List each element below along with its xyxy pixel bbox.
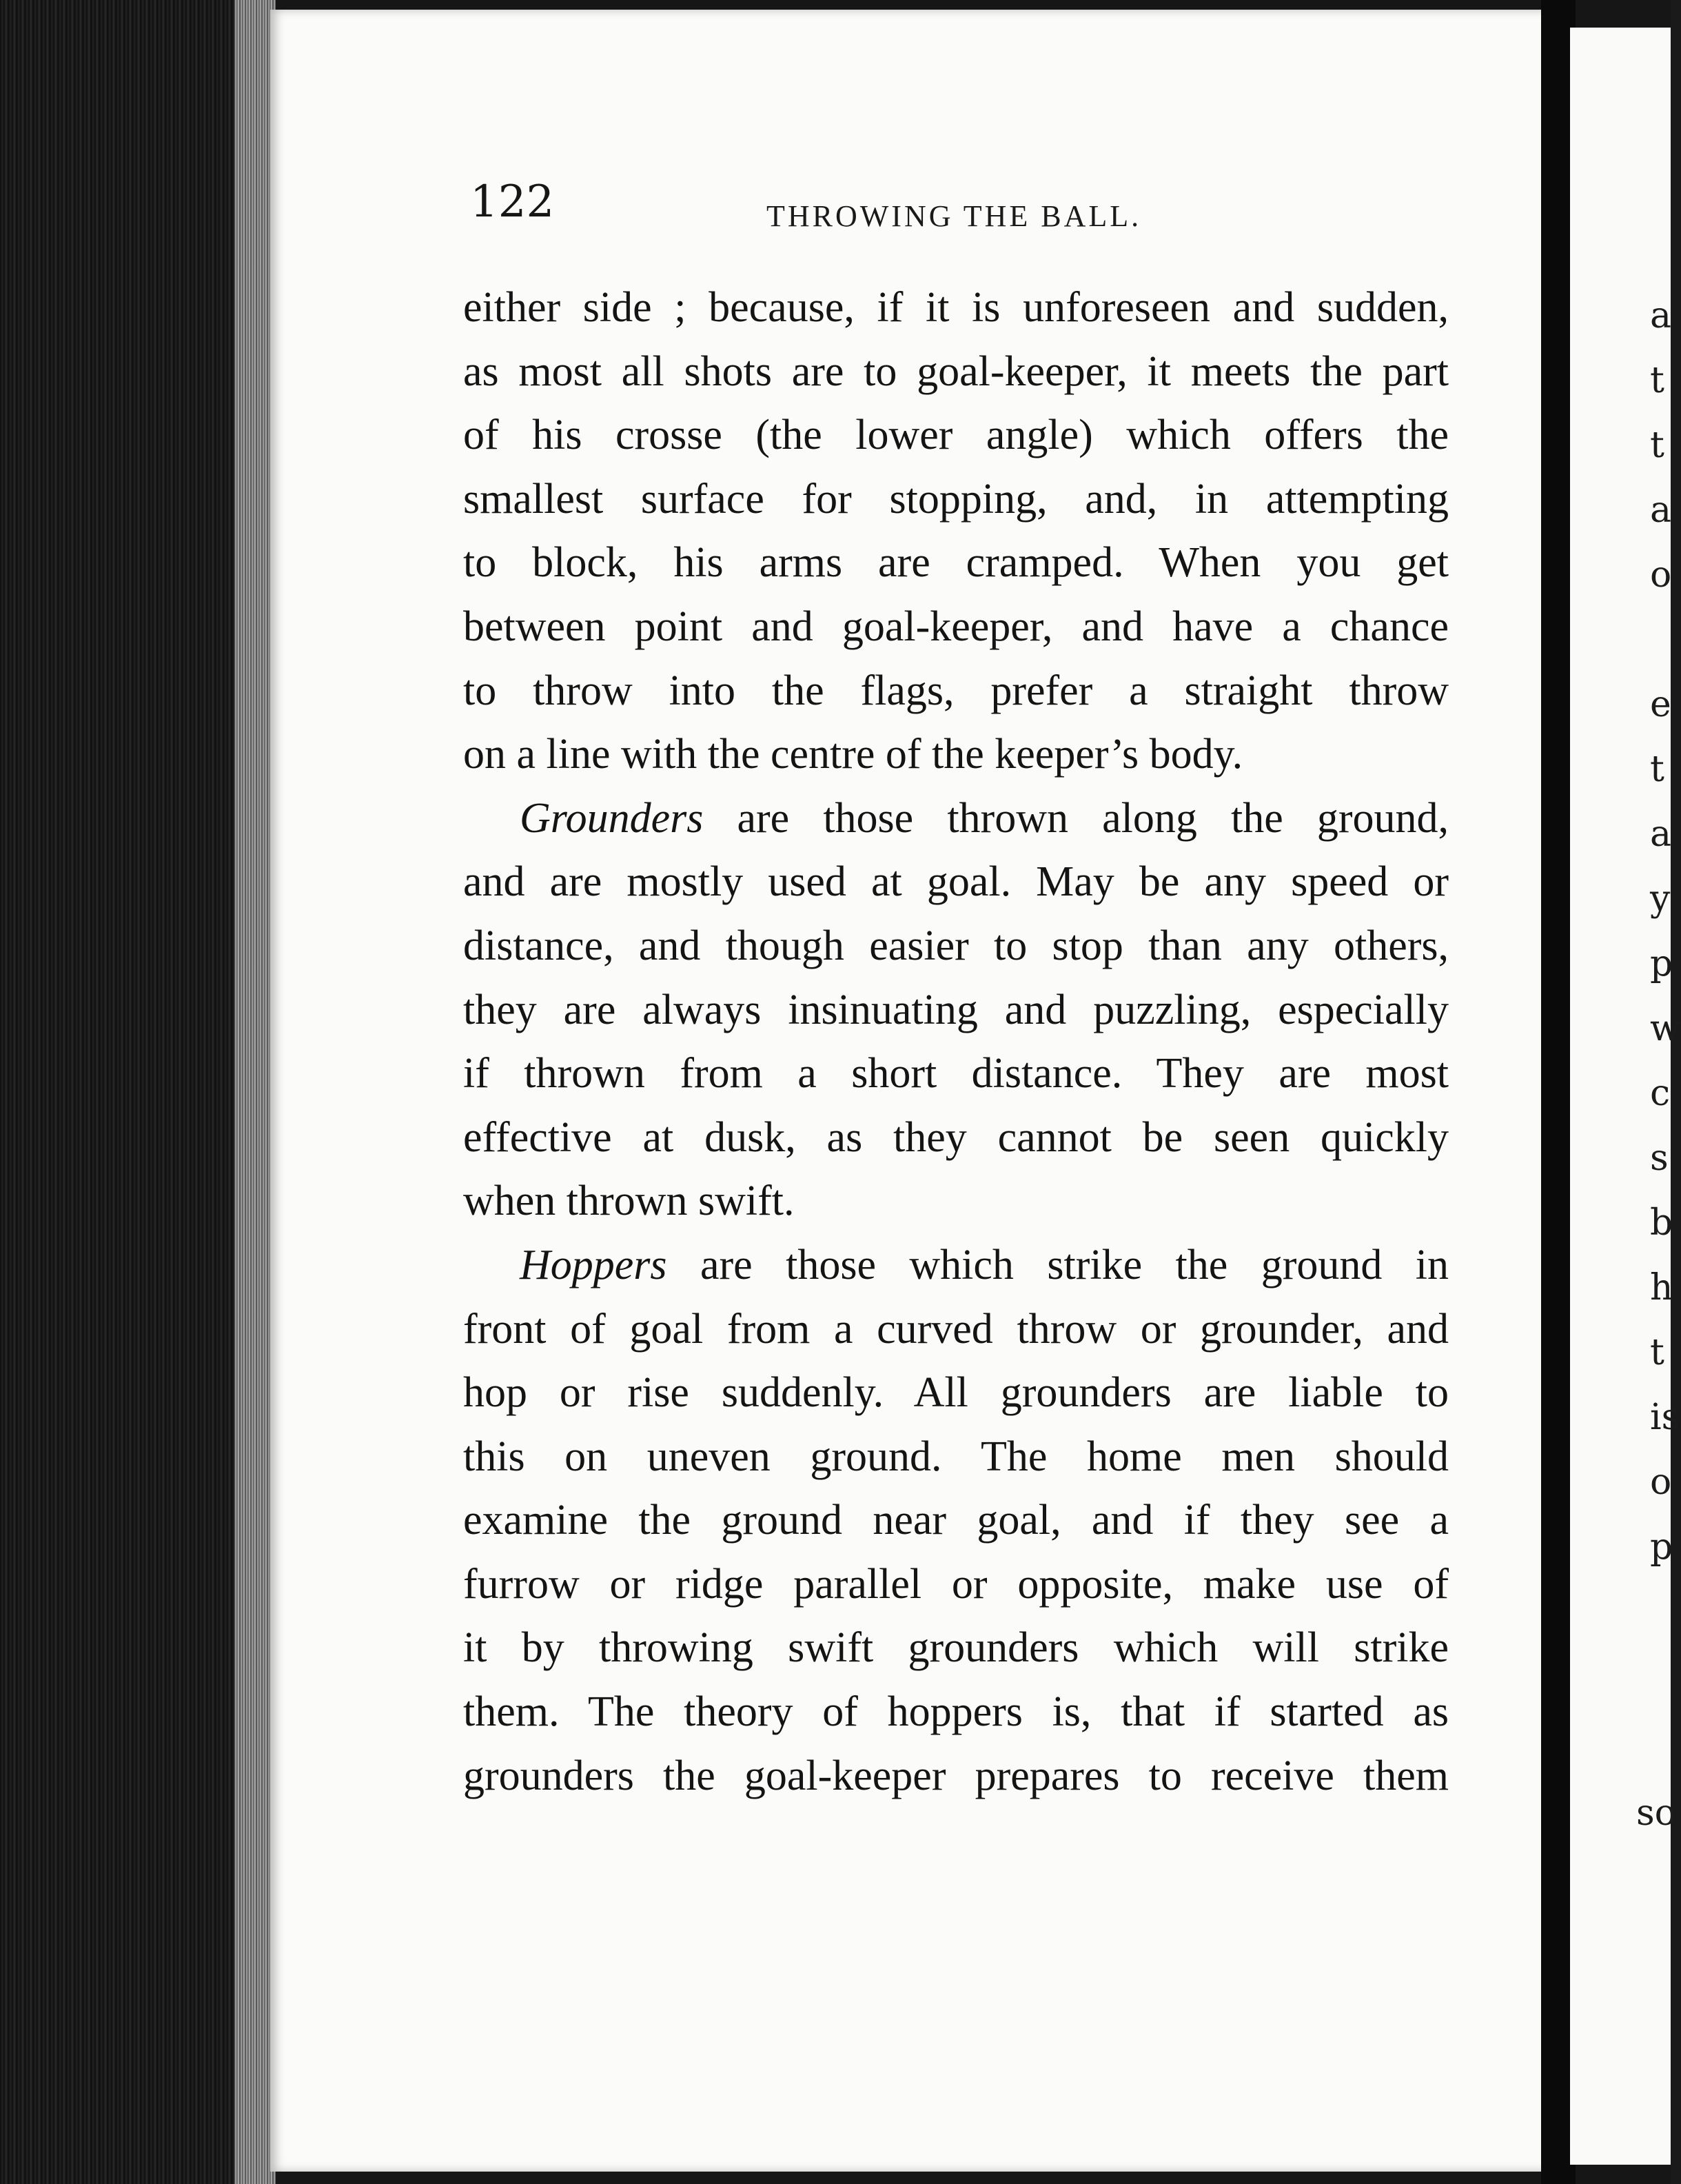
- text-line: as most all shots are to goal-keeper, it meets the part: [463, 347, 1449, 395]
- facing-page-fragment: t: [1650, 749, 1664, 790]
- facing-page-fragment: t: [1650, 425, 1664, 466]
- facing-page-fragment: so: [1636, 1792, 1676, 1834]
- facing-page-fragment: t: [1650, 1332, 1664, 1373]
- text-line: when thrown swift.: [463, 1177, 795, 1225]
- text-line: examine the ground near goal, and if they see a: [463, 1497, 1449, 1544]
- text-line: they are always insinuating and puzzling, especially: [463, 986, 1449, 1033]
- text-line: them. The theory of hoppers is, that if started as: [463, 1688, 1449, 1736]
- facing-page-fragment: c: [1650, 1073, 1671, 1114]
- text-line: to block, his arms are cramped. When you get: [463, 539, 1449, 587]
- facing-page-fragment: t: [1650, 360, 1664, 401]
- facing-page-fragment: w: [1650, 1008, 1681, 1049]
- text-line: either side ; because, if it is unforeseen and sudden,: [463, 284, 1449, 331]
- text-line: of his crosse (the lower angle) which offers the: [463, 412, 1449, 459]
- facing-page-fragment: p: [1650, 1526, 1673, 1568]
- text-line: front of goal from a curved throw or grounder, and: [463, 1305, 1449, 1353]
- facing-page-fragment: b: [1650, 1202, 1673, 1244]
- text-line: grounders the goal-keeper prepares to receive them: [463, 1752, 1449, 1799]
- text-line: furrow or ridge parallel or opposite, make use of: [463, 1560, 1449, 1608]
- first-line-rest: are those which strike the ground in: [666, 1241, 1449, 1288]
- page-number: 122: [470, 176, 555, 228]
- text-line: on a line with the centre of the keeper’s body.: [463, 731, 1243, 778]
- facing-page: [1570, 28, 1681, 2165]
- page-edges: [234, 0, 276, 2184]
- facing-page-fragment: p: [1650, 943, 1673, 984]
- italic-term: Grounders: [520, 794, 704, 842]
- text-line: effective at dusk, as they cannot be seen quickly: [463, 1113, 1449, 1161]
- facing-page-fragment: a: [1650, 813, 1672, 855]
- text-line: smallest surface for stopping, and, in attempting: [463, 475, 1449, 523]
- page-header: [470, 172, 1463, 248]
- facing-page-fragment: h: [1650, 1267, 1673, 1308]
- facing-page-fragment: e: [1650, 684, 1671, 725]
- text-line: if thrown from a short distance. They are most: [463, 1050, 1449, 1098]
- text-line: to throw into the flags, prefer a straight throw: [463, 667, 1449, 714]
- italic-term: Hoppers: [520, 1241, 667, 1288]
- facing-page-fragment: o: [1650, 554, 1672, 596]
- paragraph-first-line: [463, 787, 1449, 851]
- facing-page-fragment: o: [1650, 1462, 1672, 1503]
- facing-page-fragment: s: [1650, 1138, 1669, 1179]
- text-line: distance, and though easier to stop than any others,: [463, 922, 1449, 969]
- text-line: between point and goal-keeper, and have a chance: [463, 603, 1449, 650]
- running-title: THROWING THE BALL.: [766, 199, 1142, 233]
- text-line: this on uneven ground. The home men should: [463, 1433, 1449, 1480]
- text-line: and are mostly used at goal. May be any speed or: [463, 858, 1449, 906]
- facing-page-fragment: is: [1650, 1397, 1680, 1438]
- text-line: it by throwing swift grounders which will strike: [463, 1624, 1449, 1672]
- facing-page-fragment: a: [1650, 489, 1672, 531]
- facing-page-fragment: a: [1650, 295, 1672, 336]
- facing-page-fragment: y: [1650, 878, 1671, 920]
- text-line: hop or rise suddenly. All grounders are liable to: [463, 1369, 1449, 1417]
- body-text: [463, 276, 1449, 1808]
- paragraph-first-line: [463, 1233, 1449, 1297]
- first-line-rest: are those thrown along the ground,: [703, 794, 1449, 842]
